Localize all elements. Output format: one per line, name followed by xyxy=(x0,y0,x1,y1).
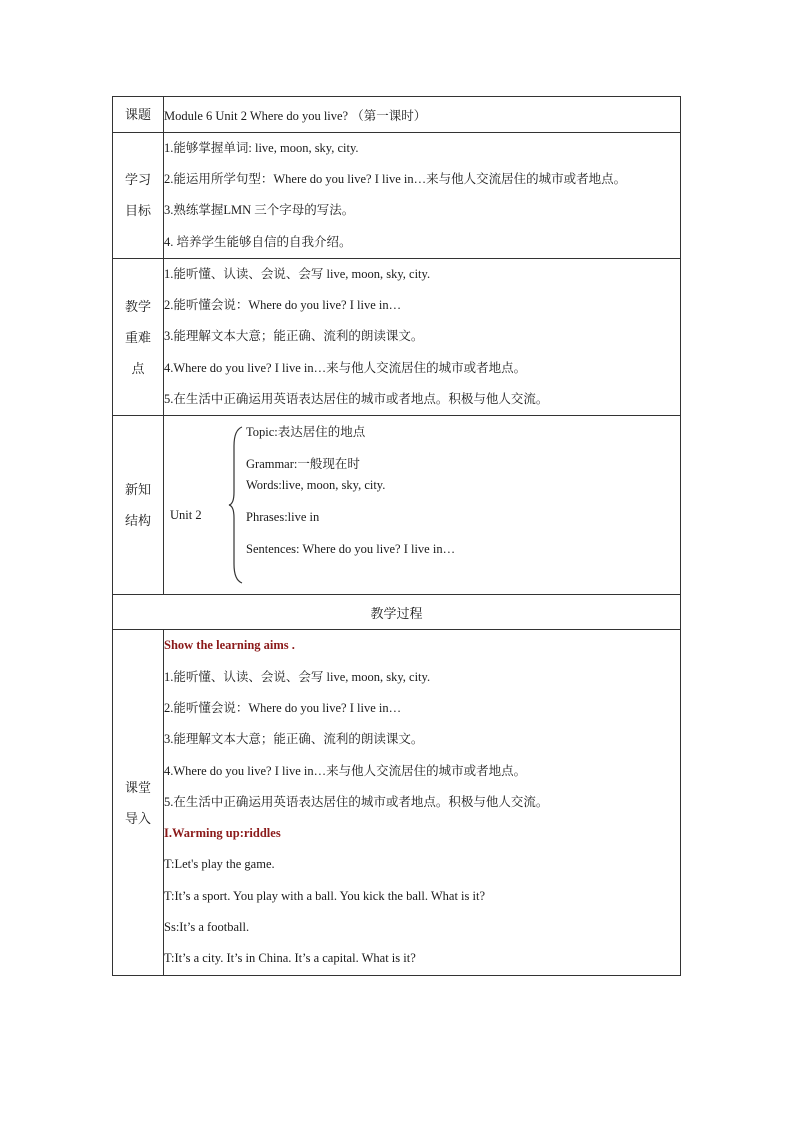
structure-sentences: Sentences: Where do you live? I live in… xyxy=(246,542,456,557)
aim-item: 4.Where do you live? I live in…来与他人交流居住的城市或者地点。 xyxy=(164,763,527,778)
brace-icon xyxy=(228,426,244,584)
process-label: 课堂 导入 xyxy=(113,630,164,975)
topic-row xyxy=(113,97,681,133)
objectives-label: 学习 目标 xyxy=(113,133,164,259)
structure-grammar: Grammar:一般现在时 xyxy=(246,457,360,472)
aim-item: 3.能理解文本大意；能正确、流利的朗读课文。 xyxy=(164,732,424,747)
structure-words: Words:live, moon, sky, city. xyxy=(246,478,386,493)
key-point-item: 2.能听懂会说：Where do you live? I live in… xyxy=(164,298,402,313)
process-header: 教学过程 xyxy=(113,595,681,630)
process-header-row xyxy=(113,595,681,630)
aim-item: 5.在生活中正确运用英语表达居住的城市或者地点。积极与他人交流。 xyxy=(164,794,549,809)
structure-label: 新知 结构 xyxy=(113,416,164,595)
structure-row xyxy=(113,416,681,595)
aim-item: 2.能听懂会说：Where do you live? I live in… xyxy=(164,700,402,715)
structure-diagram xyxy=(164,416,681,595)
key-point-item: 5.在生活中正确运用英语表达居住的城市或者地点。积极与他人交流。 xyxy=(164,392,549,407)
key-point-item: 4.Where do you live? I live in…来与他人交流居住的城市或者地点。 xyxy=(164,360,527,375)
lesson-plan-table xyxy=(112,96,681,976)
key-points-list xyxy=(164,258,681,415)
dialogue-line: Ss:It’s a football. xyxy=(164,920,250,935)
structure-topic: Topic:表达居住的地点 xyxy=(246,425,366,440)
objective-item: 3.熟练掌握LMN 三个字母的写法。 xyxy=(164,203,355,218)
warmup-heading: I.Warming up:riddles xyxy=(164,826,281,841)
lesson-topic: Module 6 Unit 2 Where do you live? （第一课时） xyxy=(164,97,681,133)
key-points-row xyxy=(113,258,681,415)
process-row xyxy=(113,630,681,975)
topic-label: 课题 xyxy=(113,97,164,133)
structure-unit: Unit 2 xyxy=(170,508,202,523)
dialogue-line: T:It’s a city. It’s in China. It’s a capital. What is it? xyxy=(164,951,416,966)
process-content xyxy=(164,630,681,975)
key-point-item: 3.能理解文本大意；能正确、流利的朗读课文。 xyxy=(164,329,424,344)
objective-item: 1.能够掌握单词: live, moon, sky, city. xyxy=(164,141,359,155)
key-points-label: 教学 重难 点 xyxy=(113,258,164,415)
key-point-item: 1.能听懂、认读、会说、会写 live, moon, sky, city. xyxy=(164,266,431,281)
objectives-list xyxy=(164,133,681,259)
objectives-row xyxy=(113,133,681,259)
dialogue-line: T:It’s a sport. You play with a ball. You kick the ball. What is it? xyxy=(164,888,486,903)
aims-heading: Show the learning aims . xyxy=(164,638,295,653)
objective-item: 2.能运用所学句型：Where do you live? I live in…来与他人交流居住的城市或者地点。 xyxy=(164,172,627,187)
structure-phrases: Phrases:live in xyxy=(246,510,320,525)
aim-item: 1.能听懂、认读、会说、会写 live, moon, sky, city. xyxy=(164,669,431,684)
objective-item: 4. 培养学生能够自信的自我介绍。 xyxy=(164,234,352,249)
dialogue-line: T:Let's play the game. xyxy=(164,857,275,872)
